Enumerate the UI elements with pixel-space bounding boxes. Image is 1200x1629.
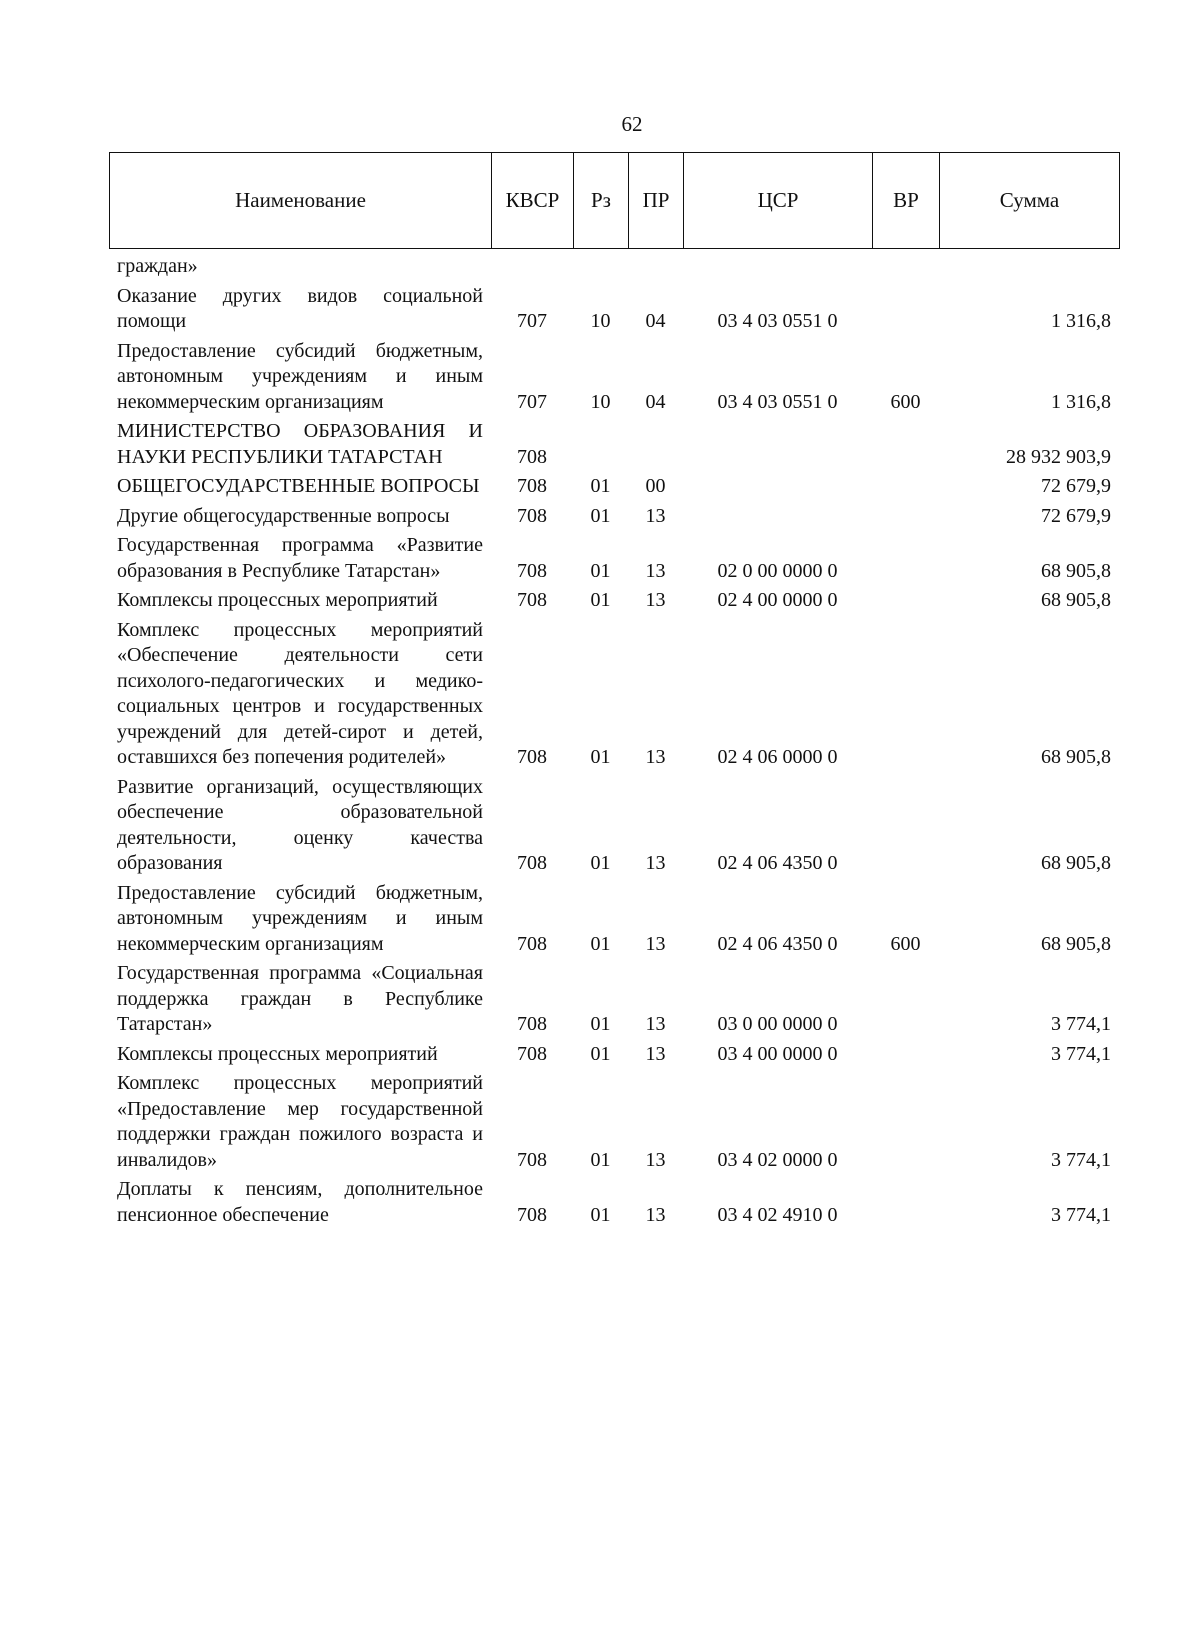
- cell-rz: 01: [590, 1042, 611, 1065]
- cell-rz: 01: [590, 1148, 611, 1171]
- cell-name: Комплексы процессных мероприятий: [117, 1042, 438, 1065]
- cell-name: граждан»: [117, 255, 198, 277]
- cell-sum: 68 905,8: [1041, 932, 1111, 955]
- cell-name: Развитие организаций, осуществляющих обеспечение образовательной деятельности, оценку качества образования: [117, 775, 483, 874]
- cell-vr: [872, 280, 939, 335]
- cell-name: Комплекс процессных мероприятий «Предоставление мер государственной поддержки граждан пожилого возраста и инвалидов»: [117, 1072, 483, 1171]
- cell-kvsr: 708: [517, 589, 547, 611]
- cell-kvsr: [491, 254, 573, 280]
- cell-kvsr: 708: [517, 445, 547, 468]
- cell-csr: 02 4 00 0000 0: [717, 589, 838, 611]
- cell-rz: 10: [590, 310, 611, 332]
- cell-vr: [872, 500, 939, 530]
- cell-name: Государственная программа «Развитие образования в Республике Татарстан»: [117, 534, 483, 582]
- cell-rz: 01: [590, 852, 611, 874]
- cell-rz: 01: [590, 1013, 611, 1035]
- cell-csr: [683, 470, 872, 500]
- cell-kvsr: 708: [517, 932, 547, 955]
- cell-sum: 1 316,8: [1051, 390, 1111, 413]
- cell-pr: 04: [645, 310, 666, 332]
- cell-vr: [872, 529, 939, 584]
- page-number: 62: [621, 112, 643, 136]
- cell-pr: 13: [645, 932, 666, 955]
- cell-kvsr: 708: [517, 504, 547, 527]
- cell-pr: 13: [645, 589, 666, 611]
- column-header-csr: ЦСР: [684, 153, 873, 249]
- cell-pr: [628, 254, 683, 280]
- cell-csr: 03 0 00 0000 0: [717, 1013, 838, 1035]
- cell-csr: 02 0 00 0000 0: [717, 559, 838, 582]
- cell-sum: 28 932 903,9: [1006, 445, 1111, 468]
- cell-sum: 3 774,1: [1051, 1042, 1111, 1065]
- cell-csr: 03 4 00 0000 0: [717, 1042, 838, 1065]
- table-row: [109, 254, 1121, 280]
- table-header: [109, 152, 1120, 249]
- table-row: [109, 614, 1121, 771]
- cell-vr: [872, 1173, 939, 1228]
- table-row: [109, 957, 1121, 1038]
- cell-vr: [872, 1067, 939, 1173]
- table-row: [109, 1173, 1121, 1228]
- cell-vr: [872, 470, 939, 500]
- cell-rz: 01: [590, 559, 611, 582]
- cell-name: Комплекс процессных мероприятий «Обеспечение деятельности сети психолого-педагогических и медико-социальных центров и государственных учреждений для детей-сирот и детей, оставшихся без попечения родителей»: [117, 618, 483, 768]
- cell-kvsr: 707: [517, 310, 547, 332]
- cell-name: ОБЩЕГОСУДАРСТВЕННЫЕ ВОПРОСЫ: [117, 475, 480, 497]
- cell-name: МИНИСТЕРСТВО ОБРАЗОВАНИЯ И НАУКИ РЕСПУБЛИКИ ТАТАРСТАН: [117, 420, 483, 468]
- cell-kvsr: 708: [517, 852, 547, 874]
- cell-csr: 02 4 06 4350 0: [717, 852, 838, 874]
- cell-sum: 72 679,9: [1041, 504, 1111, 527]
- cell-kvsr: 708: [517, 1013, 547, 1035]
- cell-sum: 3 774,1: [1051, 1203, 1111, 1226]
- cell-rz: 01: [590, 589, 611, 611]
- cell-vr: [872, 957, 939, 1038]
- table-row: [109, 415, 1121, 470]
- cell-pr: 13: [645, 559, 666, 582]
- cell-name: Оказание других видов социальной помощи: [117, 284, 483, 332]
- cell-vr: 600: [890, 932, 921, 955]
- cell-vr: [872, 771, 939, 877]
- cell-pr: [628, 415, 683, 470]
- cell-csr: 03 4 03 0551 0: [717, 390, 838, 413]
- cell-rz: 01: [590, 1203, 611, 1226]
- cell-csr: 03 4 02 4910 0: [717, 1203, 838, 1226]
- cell-pr: 13: [645, 1013, 666, 1035]
- cell-sum: [939, 254, 1121, 280]
- column-header-rz: Рз: [574, 153, 629, 249]
- cell-csr: [683, 254, 872, 280]
- column-header-kvsr: КВСР: [492, 153, 574, 249]
- budget-table-body: [109, 254, 1121, 1228]
- cell-vr: [872, 415, 939, 470]
- cell-kvsr: 708: [517, 1042, 547, 1065]
- cell-pr: 13: [645, 852, 666, 874]
- cell-sum: 68 905,8: [1041, 589, 1111, 611]
- cell-vr: [872, 614, 939, 771]
- cell-rz: [573, 254, 628, 280]
- table-row: [109, 771, 1121, 877]
- cell-kvsr: 708: [517, 746, 547, 768]
- cell-pr: 00: [645, 475, 666, 497]
- cell-pr: 13: [645, 504, 666, 527]
- cell-sum: 3 774,1: [1051, 1148, 1111, 1171]
- table-row: [109, 335, 1121, 416]
- table-row: [109, 500, 1121, 530]
- cell-sum: 72 679,9: [1041, 475, 1111, 497]
- column-header-name: Наименование: [110, 153, 492, 249]
- cell-csr: [683, 415, 872, 470]
- cell-csr: 02 4 06 4350 0: [717, 932, 838, 955]
- cell-kvsr: 708: [517, 559, 547, 582]
- table-row: [109, 470, 1121, 500]
- cell-rz: 01: [590, 504, 611, 527]
- cell-sum: 3 774,1: [1051, 1013, 1111, 1035]
- column-header-vr: ВР: [873, 153, 940, 249]
- table-row: [109, 280, 1121, 335]
- table-row: [109, 529, 1121, 584]
- cell-rz: 01: [590, 932, 611, 955]
- cell-sum: 68 905,8: [1041, 746, 1111, 768]
- column-header-sum: Сумма: [940, 153, 1120, 249]
- cell-name: Другие общегосударственные вопросы: [117, 504, 450, 527]
- cell-pr: 13: [645, 746, 666, 768]
- table-row: [109, 584, 1121, 614]
- cell-kvsr: 708: [517, 1148, 547, 1171]
- cell-name: Предоставление субсидий бюджетным, автономным учреждениям и иным некоммерческим организациям: [117, 881, 483, 955]
- cell-name: Доплаты к пенсиям, дополнительное пенсионное обеспечение: [117, 1178, 483, 1226]
- cell-name: Государственная программа «Социальная поддержка граждан в Республике Татарстан»: [117, 962, 483, 1035]
- cell-sum: 1 316,8: [1051, 310, 1111, 332]
- cell-vr: [872, 584, 939, 614]
- table-row: [109, 877, 1121, 958]
- cell-vr: 600: [890, 390, 921, 413]
- cell-pr: 04: [645, 390, 666, 413]
- cell-rz: 01: [590, 475, 611, 497]
- cell-pr: 13: [645, 1148, 666, 1171]
- cell-vr: [872, 254, 939, 280]
- cell-sum: 68 905,8: [1041, 559, 1111, 582]
- cell-kvsr: 707: [517, 390, 547, 413]
- cell-kvsr: 708: [517, 1203, 547, 1226]
- cell-rz: 01: [590, 746, 611, 768]
- cell-csr: 02 4 06 0000 0: [717, 746, 838, 768]
- cell-sum: 68 905,8: [1041, 852, 1111, 874]
- cell-csr: [683, 500, 872, 530]
- cell-rz: [573, 415, 628, 470]
- cell-kvsr: 708: [517, 475, 547, 497]
- cell-csr: 03 4 02 0000 0: [717, 1148, 838, 1171]
- column-header-pr: ПР: [629, 153, 684, 249]
- cell-name: Предоставление субсидий бюджетным, автономным учреждениям и иным некоммерческим организациям: [117, 339, 483, 413]
- cell-vr: [872, 1038, 939, 1068]
- cell-pr: 13: [645, 1203, 666, 1226]
- cell-pr: 13: [645, 1042, 666, 1065]
- cell-csr: 03 4 03 0551 0: [717, 310, 838, 332]
- cell-name: Комплексы процессных мероприятий: [117, 589, 438, 611]
- table-row: [109, 1067, 1121, 1173]
- table-row: [109, 1038, 1121, 1068]
- cell-rz: 10: [590, 390, 611, 413]
